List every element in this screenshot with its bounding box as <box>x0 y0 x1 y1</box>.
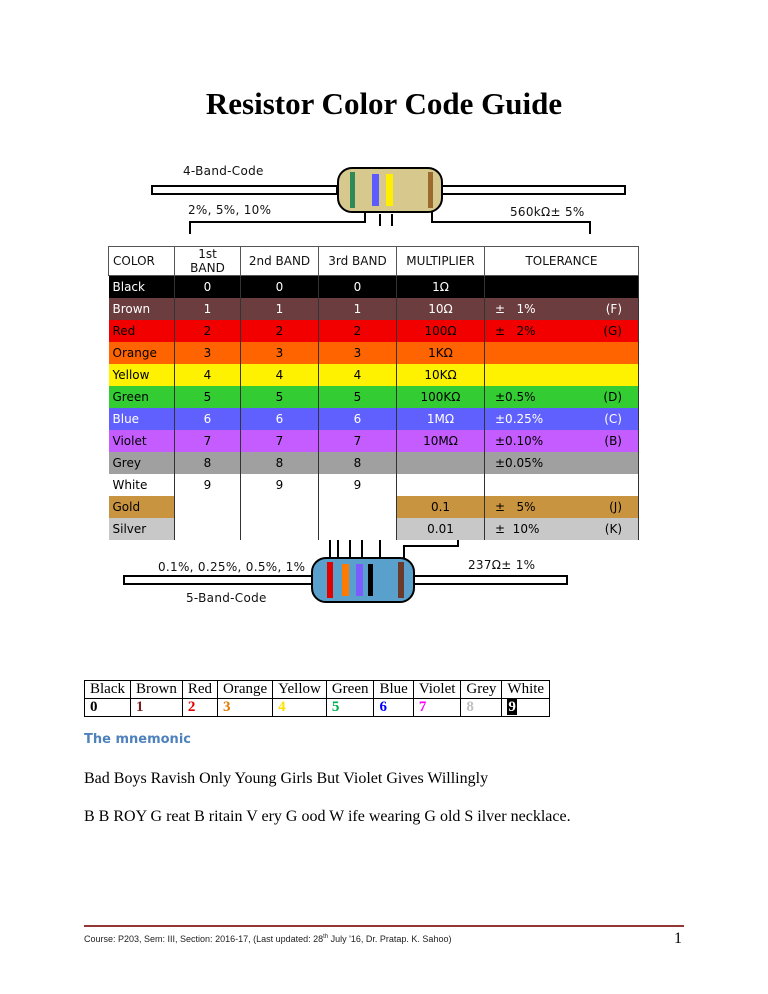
header-color: COLOR <box>109 247 175 276</box>
band-1-cell: 6 <box>175 408 241 430</box>
mnemonic-digit-cell: 3 <box>218 699 273 717</box>
multiplier-cell: 1MΩ <box>397 408 485 430</box>
white-digit-swatch: 9 <box>508 699 516 715</box>
color-name-cell: Yellow <box>109 364 175 386</box>
color-name-cell: Green <box>109 386 175 408</box>
band-3-cell: 6 <box>319 408 397 430</box>
band-2-cell: 7 <box>241 430 319 452</box>
color-row-brown <box>109 298 639 320</box>
multiplier-cell <box>397 474 485 496</box>
mnemonic-name-cell: Red <box>182 681 217 699</box>
four-band-tolerance-label: 2%, 5%, 10% <box>188 203 272 217</box>
tolerance-code: (B) <box>604 434 622 448</box>
band-1-cell <box>175 496 241 518</box>
mnemonic-digit-cell: 6 <box>374 699 413 717</box>
tolerance-code: (K) <box>604 522 622 536</box>
four-band-resistor-body <box>338 168 442 212</box>
color-name-cell: Grey <box>109 452 175 474</box>
band-2-cell <box>241 496 319 518</box>
band-2-cell: 4 <box>241 364 319 386</box>
band-3-cell: 4 <box>319 364 397 386</box>
four-band-example-label: 560kΩ± 5% <box>510 205 585 219</box>
mnemonic-digit-cell: 2 <box>182 699 217 717</box>
tolerance-value: ± 10% <box>495 522 540 536</box>
band-3-cell: 8 <box>319 452 397 474</box>
multiplier-cell: 10MΩ <box>397 430 485 452</box>
band-3-cell: 1 <box>319 298 397 320</box>
band-1-cell <box>175 518 241 540</box>
mnemonic-names-row <box>85 681 550 699</box>
tolerance-code: (F) <box>605 302 622 316</box>
color-row-red <box>109 320 639 342</box>
band-3-cell <box>319 518 397 540</box>
header-tolerance: TOLERANCE <box>485 247 639 276</box>
color-name-cell: Blue <box>109 408 175 430</box>
color-row-gold <box>109 496 639 518</box>
band-3-cell: 0 <box>319 276 397 299</box>
tolerance-value: ± 1% <box>495 302 536 316</box>
color-row-silver <box>109 518 639 540</box>
mnemonic-name-cell: Yellow <box>273 681 327 699</box>
color-name-cell: Violet <box>109 430 175 452</box>
tolerance-code: (D) <box>603 390 622 404</box>
footer-sup: th <box>323 934 329 940</box>
five-band-label: 5-Band-Code <box>186 591 267 605</box>
mnemonic-heading: The mnemonic <box>84 732 191 747</box>
header-multiplier: MULTIPLIER <box>397 247 485 276</box>
tolerance-cell <box>485 430 639 452</box>
color-name-cell: Silver <box>109 518 175 540</box>
multiplier-cell: 100KΩ <box>397 386 485 408</box>
multiplier-cell: 0.1 <box>397 496 485 518</box>
five-band-resistor-body <box>312 558 414 602</box>
color-code-header-row <box>109 247 639 276</box>
four-band-lead-right <box>440 186 625 194</box>
band-1-cell: 0 <box>175 276 241 299</box>
band-1-cell: 7 <box>175 430 241 452</box>
band-1-cell: 1 <box>175 298 241 320</box>
band-3-cell: 7 <box>319 430 397 452</box>
tolerance-cell <box>485 518 639 540</box>
band-3-cell: 3 <box>319 342 397 364</box>
band-2-cell: 0 <box>241 276 319 299</box>
band-2-cell <box>241 518 319 540</box>
tolerance-value: ±0.25% <box>495 412 544 426</box>
mnemonic-digit-cell: 1 <box>131 699 183 717</box>
tolerance-cell <box>485 298 639 320</box>
band-2-cell: 3 <box>241 342 319 364</box>
band-2-cell: 8 <box>241 452 319 474</box>
color-row-blue <box>109 408 639 430</box>
tolerance-cell <box>485 386 639 408</box>
tolerance-value: ± 5% <box>495 500 536 514</box>
multiplier-cell: 100Ω <box>397 320 485 342</box>
band-1-cell: 4 <box>175 364 241 386</box>
mnemonic-digit-cell: 5 <box>326 699 374 717</box>
footer-divider <box>84 925 684 927</box>
tolerance-value: ±0.10% <box>495 434 544 448</box>
multiplier-cell: 10Ω <box>397 298 485 320</box>
tolerance-cell <box>485 408 639 430</box>
mnemonic-name-cell: Green <box>326 681 374 699</box>
mnemonic-digits-row <box>85 699 550 717</box>
color-code-table <box>108 246 639 540</box>
tolerance-cell <box>485 452 639 474</box>
page-title: Resistor Color Code Guide <box>205 86 563 121</box>
multiplier-cell: 0.01 <box>397 518 485 540</box>
color-row-white <box>109 474 639 496</box>
multiplier-cell: 1KΩ <box>397 342 485 364</box>
tolerance-cell <box>485 496 639 518</box>
mnemonic-digit-table <box>84 680 550 717</box>
color-name-cell: Black <box>109 276 175 299</box>
multiplier-cell: 10KΩ <box>397 364 485 386</box>
mnemonic-digit-cell: 8 <box>461 699 502 717</box>
tolerance-code: (J) <box>609 500 622 514</box>
tolerance-code: (G) <box>603 324 622 338</box>
tolerance-cell <box>485 276 639 299</box>
multiplier-cell <box>397 452 485 474</box>
color-row-green <box>109 386 639 408</box>
color-name-cell: Red <box>109 320 175 342</box>
header-first-band: 1st BAND <box>175 247 241 276</box>
color-row-violet <box>109 430 639 452</box>
band-1-cell: 2 <box>175 320 241 342</box>
header-second-band: 2nd BAND <box>241 247 319 276</box>
band-2-cell: 9 <box>241 474 319 496</box>
multiplier-cell: 1Ω <box>397 276 485 299</box>
mnemonic-digit-cell: 0 <box>85 699 131 717</box>
tolerance-value: ±0.05% <box>495 456 544 470</box>
band-1-cell: 5 <box>175 386 241 408</box>
four-band-label: 4-Band-Code <box>183 164 264 178</box>
five-band-lead-left <box>124 576 314 584</box>
four-band-lead-left <box>152 186 337 194</box>
band-1-cell: 3 <box>175 342 241 364</box>
tolerance-cell <box>485 364 639 386</box>
tolerance-cell <box>485 342 639 364</box>
mnemonic-name-cell: Orange <box>218 681 273 699</box>
mnemonic-name-cell: Black <box>85 681 131 699</box>
footer-text <box>84 934 451 944</box>
band-3-cell: 2 <box>319 320 397 342</box>
tolerance-value: ±0.5% <box>495 390 536 404</box>
band-2-cell: 5 <box>241 386 319 408</box>
color-row-grey <box>109 452 639 474</box>
mnemonic-name-cell: Brown <box>131 681 183 699</box>
mnemonic-digit-cell <box>502 699 550 717</box>
footer-pre: Course: P203, Sem: III, Section: 2016-17, (Last updated: 28 <box>84 934 324 944</box>
band-3-cell: 5 <box>319 386 397 408</box>
tolerance-cell <box>485 474 639 496</box>
color-name-cell: Orange <box>109 342 175 364</box>
mnemonic-name-cell: Grey <box>461 681 502 699</box>
five-band-tolerance-label: 0.1%, 0.25%, 0.5%, 1% <box>158 560 306 574</box>
mnemonic-name-cell: White <box>502 681 550 699</box>
five-band-example-label: 237Ω± 1% <box>468 558 536 572</box>
color-row-yellow <box>109 364 639 386</box>
mnemonic-digit-cell: 7 <box>413 699 461 717</box>
tolerance-value: ± 2% <box>495 324 536 338</box>
page-number: 1 <box>674 930 682 947</box>
mnemonic-line-1: Bad Boys Ravish Only Young Girls But Violet Gives Willingly <box>84 770 489 787</box>
tolerance-code: (C) <box>604 412 622 426</box>
tolerance-cell <box>485 320 639 342</box>
band-3-cell <box>319 496 397 518</box>
color-name-cell: Gold <box>109 496 175 518</box>
five-band-lead-right <box>412 576 567 584</box>
band-2-cell: 6 <box>241 408 319 430</box>
color-name-cell: Brown <box>109 298 175 320</box>
footer-post: July '16, Dr. Pratap. K. Sahoo) <box>328 934 452 944</box>
mnemonic-name-cell: Violet <box>413 681 461 699</box>
mnemonic-line-2: B B ROY G reat B ritain V ery G ood W ife wearing G old S ilver necklace. <box>84 808 571 825</box>
mnemonic-name-cell: Blue <box>374 681 413 699</box>
band-1-cell: 8 <box>175 452 241 474</box>
mnemonic-digit-cell: 4 <box>273 699 327 717</box>
band-3-cell: 9 <box>319 474 397 496</box>
band-2-cell: 1 <box>241 298 319 320</box>
color-row-black <box>109 276 639 299</box>
band-1-cell: 9 <box>175 474 241 496</box>
header-third-band: 3rd BAND <box>319 247 397 276</box>
color-row-orange <box>109 342 639 364</box>
color-name-cell: White <box>109 474 175 496</box>
band-2-cell: 2 <box>241 320 319 342</box>
